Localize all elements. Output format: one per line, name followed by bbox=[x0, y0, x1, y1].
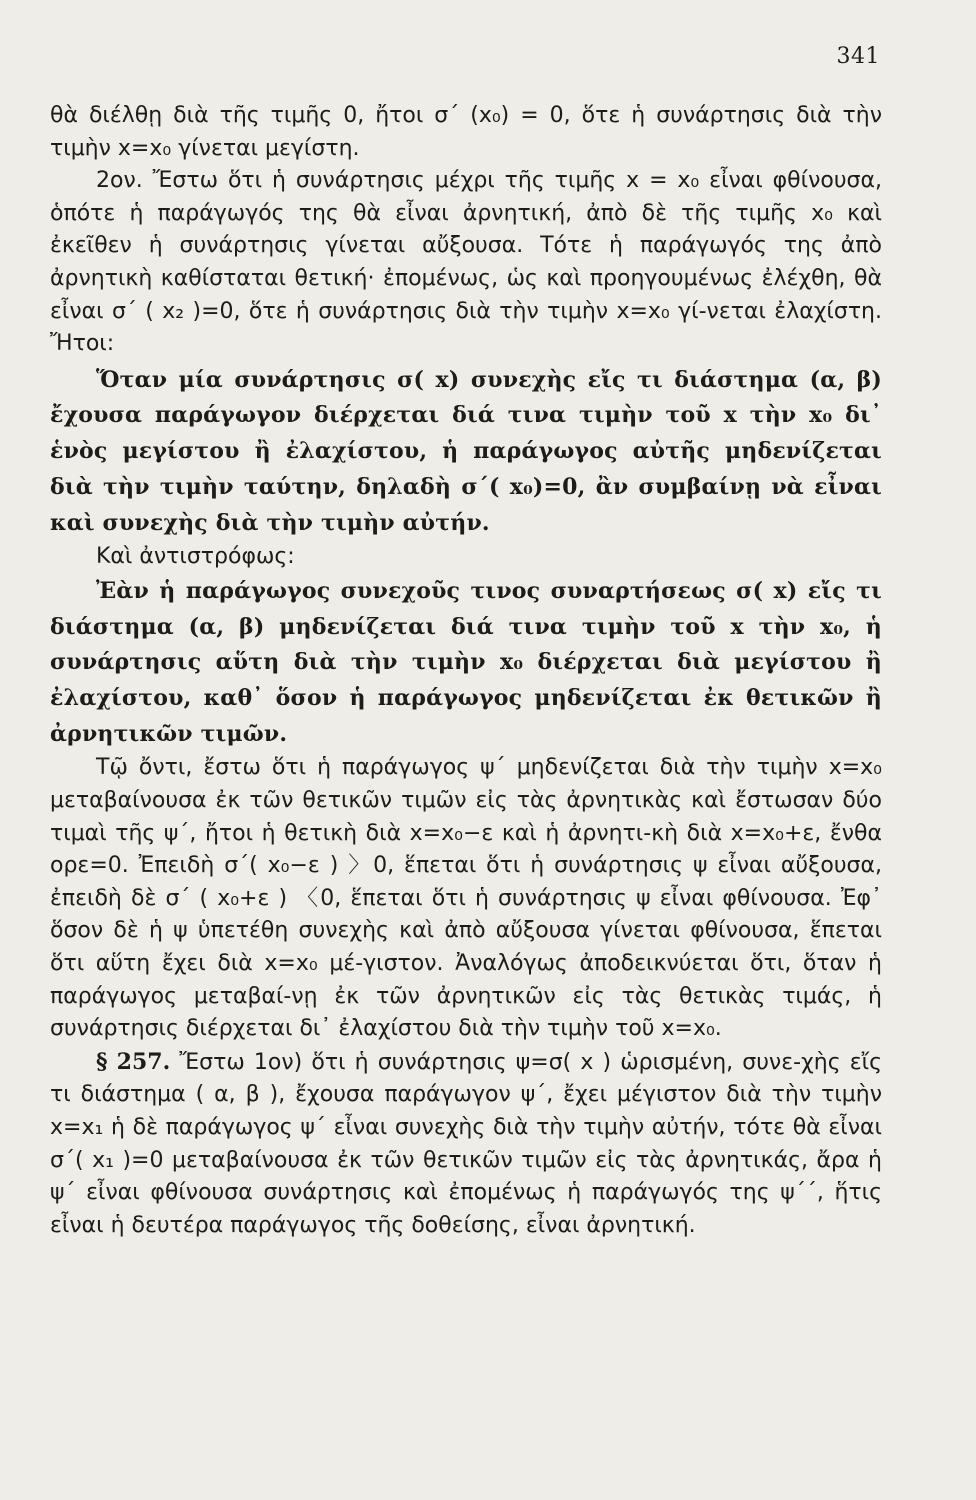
paragraph-proof: Τῷ ὄντι, ἔστω ὅτι ἡ παράγωγος ψ΄ μηδενίζεται διὰ τὴν τιμὴν x=x₀ μεταβαίνουσα ἐκ τῶν θετικῶν τιμῶν εἰς τὰς ἀρνητικὰς καὶ ἔστωσαν δύο τιμαὶ τῆς ψ΄, ἤτοι ἡ θετικὴ διὰ x=x₀−ε καὶ ἡ ἀρνητι-κὴ διὰ x=x₀+ε, ἔνθα ορε=0. Ἐπειδὴ σ΄( x₀−ε ) 〉0, ἕπεται ὅτι ἡ συνάρτησις ψ εἶναι αὔξουσα, ἐπειδὴ δὲ σ΄ ( x₀+ε ) 〈0, ἕπεται ὅτι ἡ συνάρτησις ψ εἶναι φθίνουσα. Ἐφ᾽ ὅσον δὲ ἡ ψ ὑπετέθη συνεχὴς καὶ ἀπὸ αὔξουσα γίνεται φθίνουσα, ἕπεται ὅτι αὕτη ἔχει διὰ x=x₀ μέ-γιστον. Ἀναλόγως ἀποδεικνύεται ὅτι, ὅταν ἡ παράγωγος μεταβαί-νῃ ἐκ τῶν ἀρνητικῶν εἰς τὰς θετικὰς τιμάς, ἡ συνάρτησις διέρχεται δι᾽ ἐλαχίστου διὰ τὴν τιμὴν τοῦ x=x₀. bbox=[50, 755, 882, 1042]
theorem-converse: Ἐὰν ἡ παράγωγος συνεχοῦς τινος συναρτήσεως σ( x) εἴς τι διάστημα (α, β) μηδενίζεται διά τινα τιμὴν τοῦ x τὴν x₀, ἡ συνάρτησις αὕτη διὰ τὴν τιμὴν x₀ διέρχεται διὰ μεγίστου ἢ ἐλαχίστου, καθ᾽ ὅσον ἡ παράγωγος μηδενίζεται ἐκ θετικῶν ἢ ἀρνητικῶν τιμῶν. bbox=[50, 577, 882, 747]
theorem-statement: Ὅταν μία συνάρτησις σ( x) συνεχὴς εἴς τι διάστημα (α, β) ἔχουσα παράγωγον διέρχεται διά τινα τιμὴν τοῦ x τὴν x₀ δι᾽ ἑνὸς μεγίστου ἢ ἐλαχίστου, ἡ παράγωγος αὐτῆς μηδενίζεται διὰ τὴν τιμὴν ταύτην, δηλαδὴ σ΄( x₀)=0, ἂν συμβαίνῃ νὰ εἶναι καὶ συνεχὴς διὰ τὴν τιμὴν αὐτήν. bbox=[50, 366, 882, 536]
section-257-text: Ἔστω 1ον) ὅτι ἡ συνάρτησις ψ=σ( x ) ὡρισμένη, συνε-χὴς εἴς τι διάστημα ( α, β ), ἔχουσα παράγωγον ψ΄, ἔχει μέγιστον διὰ τὴν τιμὴν x=x₁ ἡ δὲ παράγωγος ψ΄ εἶναι συνεχὴς διὰ τὴν τιμὴν αὐτήν, τότε θὰ εἶναι σ΄( x₁ )=0 μεταβαίνουσα ἐκ τῶν θετικῶν τιμῶν εἰς τὰς ἀρνητικάς, ἄρα ἡ ψ΄ εἶναι φθίνουσα συνάρτησις καὶ ἐπομένως ἡ παράγωγός της ψ΄΄, ἥτις εἶναι ἡ δευτέρα παράγωγος τῆς δοθείσης, εἶναι ἀρνητική. bbox=[50, 1049, 882, 1238]
section-sign: § bbox=[96, 1048, 108, 1075]
paragraph-continuation: θὰ διέλθῃ διὰ τῆς τιμῆς 0, ἤτοι σ΄ (x₀) = 0, ὅτε ἡ συνάρτησις διὰ τὴν τιμὴν x=x₀ γίνεται μεγίστη. bbox=[50, 103, 882, 161]
paragraph-section-257 bbox=[50, 1046, 882, 1243]
paragraph-second-case: 2ον. Ἔστω ὅτι ἡ συνάρτησις μέχρι τῆς τιμῆς x = x₀ εἶναι φθίνουσα, ὁπότε ἡ παράγωγός της θὰ εἶναι ἀρνητική, ἀπὸ δὲ τῆς τιμῆς x₀ καὶ ἐκεῖθεν ἡ συνάρτησις γίνεται αὔξουσα. Τότε ἡ παράγωγός της ἀπὸ ἀρνητικὴ καθίσταται θετική· ἐπομένως, ὡς καὶ προηγουμένως ἐλέχθη, θὰ εἶναι σ΄ ( x₂ )=0, ὅτε ἡ συνάρτησις διὰ τὴν τιμὴν x=x₀ γί-νεται ἐλαχίστη. Ἤτοι: bbox=[50, 168, 882, 357]
section-number: 257. bbox=[116, 1048, 171, 1075]
paragraph-converse-intro: Καὶ ἀντιστρόφως: bbox=[96, 544, 295, 570]
body-text bbox=[50, 100, 882, 1242]
page-number: 341 bbox=[836, 44, 880, 69]
